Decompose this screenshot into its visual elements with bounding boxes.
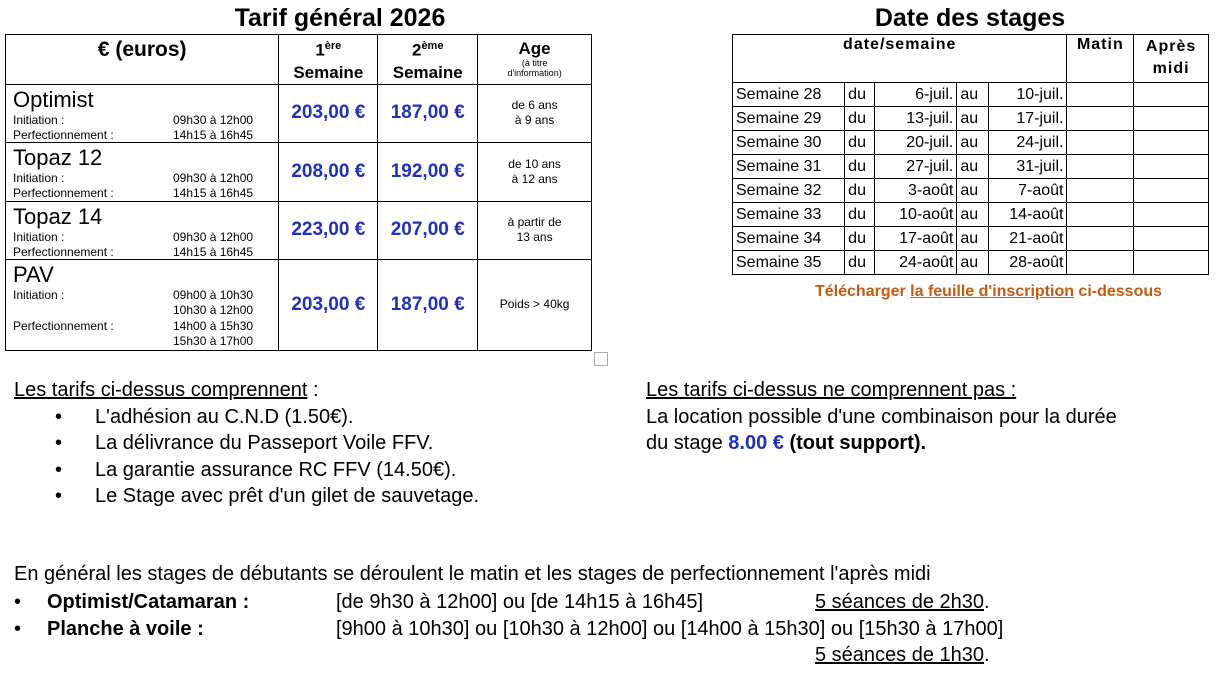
stage-au: au [957, 203, 988, 227]
stages-header-row [733, 35, 1209, 83]
age-header: Age (à titre d'information) [478, 35, 592, 85]
level-initiation: Initiation : [13, 170, 65, 185]
tarif-row-pav [6, 259, 592, 350]
stage-to: 31-juil. [988, 155, 1067, 179]
stages-table [732, 34, 1209, 275]
stage-from: 24-août [875, 251, 957, 275]
optimist-times: [de 9h30 à 12h00] ou [de 14h15 à 16h45] [336, 591, 704, 613]
stage-row [733, 83, 1209, 107]
age-range: Poids > 40kg [478, 259, 592, 350]
stage-to: 10-juil. [988, 83, 1067, 107]
apresmidi-cell[interactable] [1134, 107, 1209, 131]
stage-to: 14-août [988, 203, 1067, 227]
stage-from: 10-août [875, 203, 957, 227]
wetsuit-price: 8.00 € [728, 432, 784, 454]
time-slot: 10h30 à 12h00 [173, 302, 254, 317]
price-week2: 192,00 € [378, 142, 478, 201]
time-perfectionnement: 14h15 à 16h45 [173, 127, 254, 142]
stage-au: au [957, 251, 988, 275]
time-slot: 14h00 à 15h30 [173, 318, 254, 333]
bullet-icon: • [14, 618, 22, 640]
matin-cell[interactable] [1067, 155, 1134, 179]
boat-name: Topaz 14 [13, 203, 103, 229]
matin-cell[interactable] [1067, 131, 1134, 155]
download-suffix: ci-dessous [1073, 283, 1163, 300]
time-perfectionnement: 14h15 à 16h45 [173, 244, 254, 259]
boat-cell [6, 201, 279, 259]
stage-row [733, 107, 1209, 131]
stage-au: au [957, 83, 988, 107]
excludes-heading: Les tarifs ci-dessus ne comprennent pas : [646, 379, 1017, 401]
stage-row [733, 227, 1209, 251]
includes-section: Les tarifs ci-dessus comprennent : • L'adhésion au C.N.D (1.50€). • La délivrance du Passeport Voile FFV. • La garantie assurance RC FFV (14.50€). • Le Stage avec prêt d'un gilet de sauvetage. [14, 377, 614, 510]
pav-sessions: 5 séances de 1h30. [815, 644, 990, 666]
tarif-title: Tarif général 2026 [234, 4, 446, 32]
stage-week: Semaine 29 [733, 107, 845, 131]
matin-cell[interactable] [1067, 179, 1134, 203]
stage-du: du [845, 227, 875, 251]
excludes-section [646, 377, 1206, 457]
tarif-table [5, 34, 592, 351]
stage-from: 20-juil. [875, 131, 957, 155]
list-item: • Le Stage avec prêt d'un gilet de sauvetage. [14, 483, 614, 510]
optimist-label: Optimist/Catamaran : [47, 591, 250, 613]
time-slot: 15h30 à 17h00 [173, 333, 254, 348]
matin-cell[interactable] [1067, 251, 1134, 275]
stage-to: 17-juil. [988, 107, 1067, 131]
stage-du: du [845, 179, 875, 203]
boat-name: PAV [13, 261, 54, 287]
pav-label: Planche à voile : [47, 618, 204, 640]
price-week1: 223,00 € [279, 201, 378, 259]
level-perfectionnement: Perfectionnement : [13, 127, 114, 142]
level-perfectionnement: Perfectionnement : [13, 244, 114, 259]
stage-au: au [957, 131, 988, 155]
price-week1: 208,00 € [279, 142, 378, 201]
stage-from: 13-juil. [875, 107, 957, 131]
stage-au: au [957, 227, 988, 251]
euros-header: € (euros) [6, 35, 279, 85]
level-perfectionnement: Perfectionnement : [13, 318, 114, 333]
tarif-header-row [6, 35, 592, 85]
time-perfectionnement: 14h15 à 16h45 [173, 185, 254, 200]
price-week2: 187,00 € [378, 84, 478, 142]
includes-list [14, 404, 614, 510]
stage-from: 6-juil. [875, 83, 957, 107]
download-prefix: Télécharger [815, 283, 911, 300]
optimist-sessions: 5 séances de 2h30. [815, 591, 990, 613]
level-perfectionnement: Perfectionnement : [13, 185, 114, 200]
stage-week: Semaine 31 [733, 155, 845, 179]
matin-cell[interactable] [1067, 227, 1134, 251]
time-initiation: 09h30 à 12h00 [173, 112, 254, 127]
stage-from: 17-août [875, 227, 957, 251]
stage-from: 3-août [875, 179, 957, 203]
stage-week: Semaine 28 [733, 83, 845, 107]
stage-du: du [845, 155, 875, 179]
week2-header: 2ème Semaine [378, 35, 478, 85]
age-range: à partir de 13 ans [478, 201, 592, 259]
stage-week: Semaine 34 [733, 227, 845, 251]
price-week1: 203,00 € [279, 84, 378, 142]
stage-au: au [957, 155, 988, 179]
list-item: • La garantie assurance RC FFV (14.50€). [14, 457, 614, 484]
download-text [815, 283, 1162, 301]
level-initiation: Initiation : [13, 112, 65, 127]
excludes-line1: La location possible d'une combinaison pour la durée [646, 405, 1117, 428]
stage-from: 27-juil. [875, 155, 957, 179]
boat-cell [6, 84, 279, 142]
apresmidi-cell[interactable] [1134, 131, 1209, 155]
boat-cell [6, 259, 279, 350]
stages-title: Date des stages [874, 4, 1066, 32]
stage-to: 28-août [988, 251, 1067, 275]
stage-row [733, 251, 1209, 275]
apresmidi-cell[interactable] [1134, 203, 1209, 227]
stage-week: Semaine 30 [733, 131, 845, 155]
age-range: de 6 ans à 9 ans [478, 84, 592, 142]
price-week2: 207,00 € [378, 201, 478, 259]
stage-row [733, 179, 1209, 203]
boat-name: Topaz 12 [13, 144, 103, 170]
stage-to: 24-juil. [988, 131, 1067, 155]
apresmidi-cell[interactable] [1134, 155, 1209, 179]
tarif-row-topaz12 [6, 142, 592, 201]
table-resize-handle[interactable] [594, 352, 608, 366]
matin-cell[interactable] [1067, 107, 1134, 131]
stage-du: du [845, 251, 875, 275]
apresmidi-cell[interactable] [1134, 83, 1209, 107]
stage-week: Semaine 32 [733, 179, 845, 203]
list-item: • L'adhésion au C.N.D (1.50€). [14, 404, 614, 431]
stage-du: du [845, 131, 875, 155]
matin-cell[interactable] [1067, 83, 1134, 107]
download-link[interactable]: la feuille d'inscription [910, 283, 1074, 300]
boat-cell [6, 142, 279, 201]
time-slot: 09h00 à 10h30 [173, 287, 254, 302]
stage-row [733, 131, 1209, 155]
pav-times: [9h00 à 10h30] ou [10h30 à 12h00] ou [14h00 à 15h30] ou [15h30 à 17h00] [336, 618, 1004, 640]
stage-week: Semaine 35 [733, 251, 845, 275]
apresmidi-header: Après midi [1134, 35, 1209, 83]
general-intro: En général les stages de débutants se déroulent le matin et les stages de perfectionnement l'après midi [14, 563, 931, 585]
tarif-row-optimist [6, 84, 592, 142]
price-week2: 187,00 € [378, 259, 478, 350]
stage-week: Semaine 33 [733, 203, 845, 227]
stage-row [733, 203, 1209, 227]
matin-header: Matin [1067, 35, 1134, 83]
bullet-icon: • [14, 591, 22, 613]
stage-du: du [845, 107, 875, 131]
week1-header: 1ère Semaine [279, 35, 378, 85]
level-initiation: Initiation : [13, 287, 65, 302]
tarif-row-topaz14 [6, 201, 592, 259]
stage-au: au [957, 179, 988, 203]
time-initiation: 09h30 à 12h00 [173, 229, 254, 244]
list-item: • La délivrance du Passeport Voile FFV. [14, 430, 614, 457]
stage-row [733, 155, 1209, 179]
stage-au: au [957, 107, 988, 131]
apresmidi-cell[interactable] [1134, 179, 1209, 203]
stage-to: 21-août [988, 227, 1067, 251]
apresmidi-cell[interactable] [1134, 227, 1209, 251]
level-initiation: Initiation : [13, 229, 65, 244]
excludes-line2: du stage 8.00 € (tout support). [646, 432, 927, 454]
stage-to: 7-août [988, 179, 1067, 203]
price-week1: 203,00 € [279, 259, 378, 350]
boat-name: Optimist [13, 86, 94, 112]
stage-du: du [845, 83, 875, 107]
matin-cell[interactable] [1067, 203, 1134, 227]
stage-du: du [845, 203, 875, 227]
date-header: date/semaine [733, 35, 1067, 83]
age-range: de 10 ans à 12 ans [478, 142, 592, 201]
time-initiation: 09h30 à 12h00 [173, 170, 254, 185]
apresmidi-cell[interactable] [1134, 251, 1209, 275]
includes-heading: Les tarifs ci-dessus comprennent [14, 379, 308, 401]
